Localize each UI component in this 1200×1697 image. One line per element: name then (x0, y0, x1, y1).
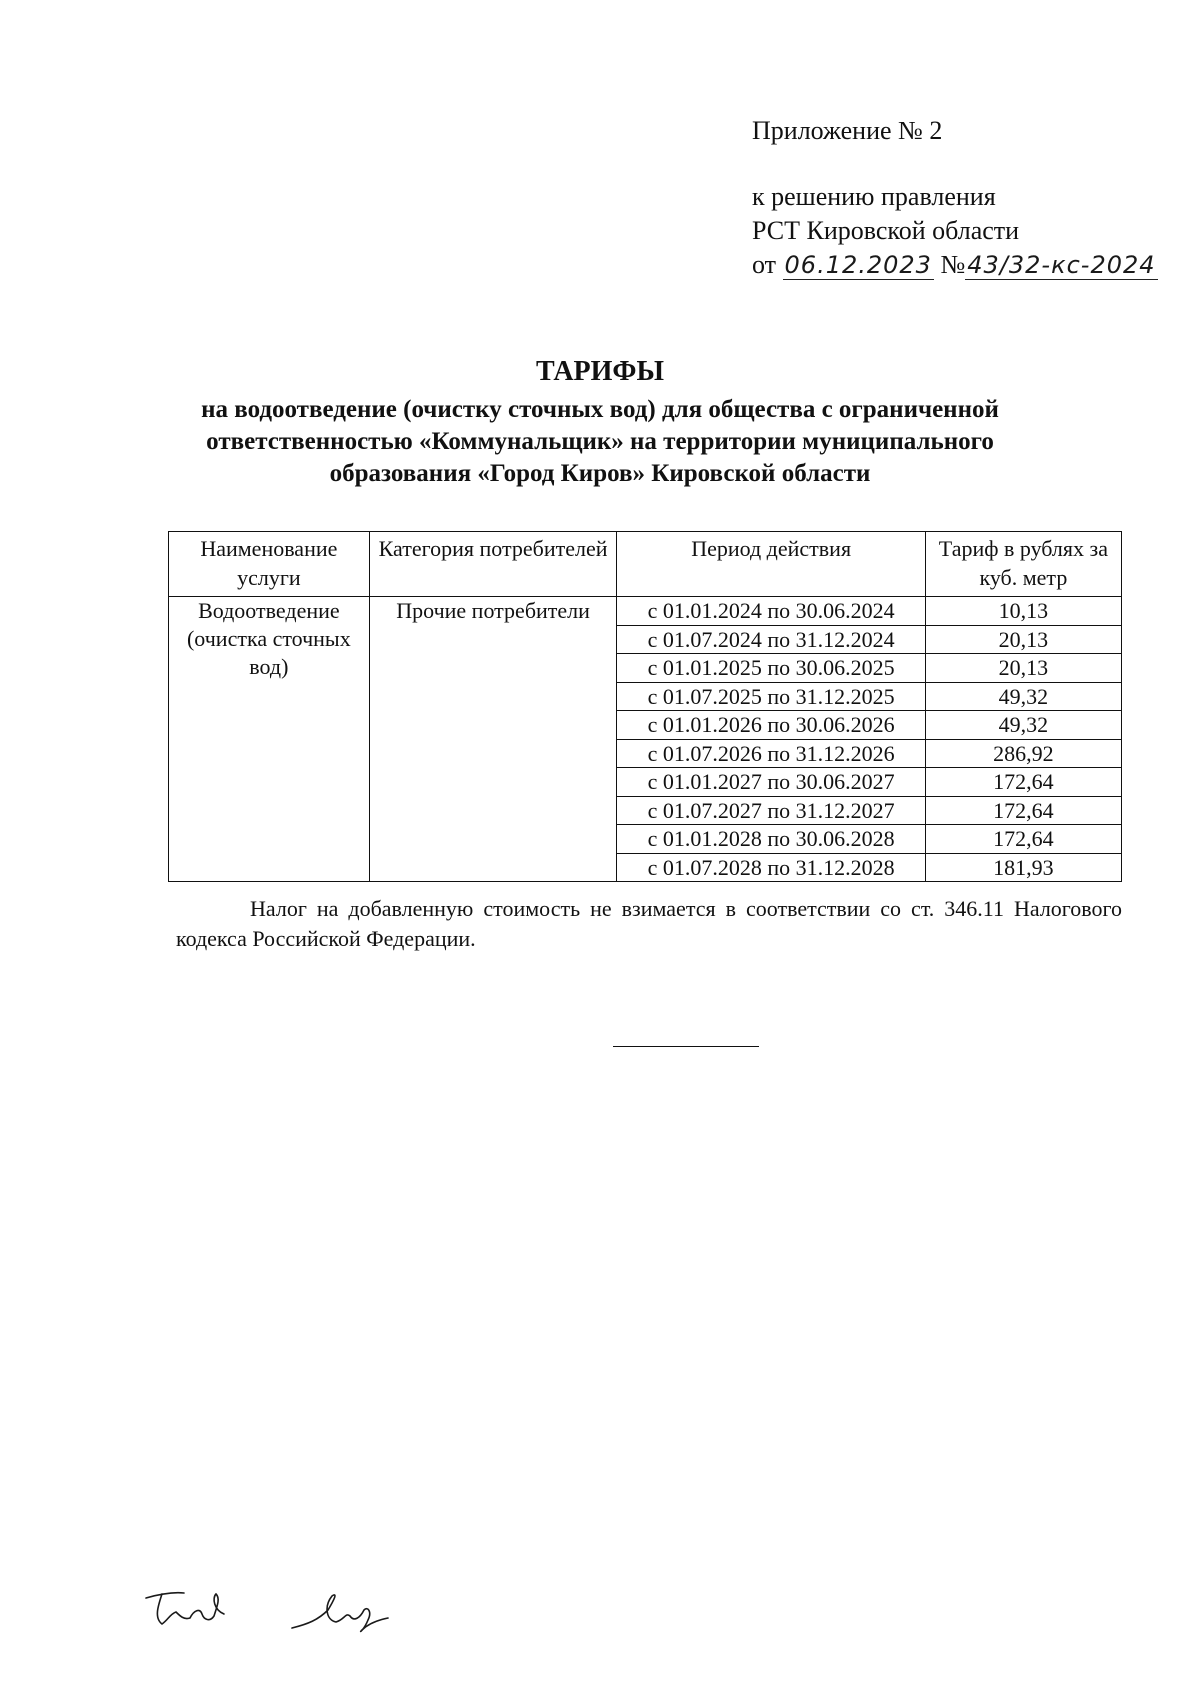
cell-tariff: 172,64 (925, 768, 1121, 797)
cell-period: с 01.01.2026 по 30.06.2026 (617, 711, 925, 740)
cell-period: с 01.01.2025 по 30.06.2025 (617, 654, 925, 683)
annex-title: Приложение № 2 (752, 116, 943, 145)
number-prefix: № (940, 250, 966, 279)
document-heading (0, 354, 1200, 490)
heading-line-2: ответственностью «Коммунальщик» на территории муниципального (206, 428, 994, 455)
cell-period: с 01.07.2026 по 31.12.2026 (617, 739, 925, 768)
cell-tariff: 20,13 (925, 654, 1121, 683)
annex-block (752, 114, 1158, 282)
vat-note: Налог на добавленную стоимость не взимается в соответствии со ст. 346.11 Налогового кодекса Российской Федерации. (176, 896, 1122, 951)
heading-line-3: образования «Город Киров» Кировской области (329, 460, 871, 487)
cell-tariff: 172,64 (925, 796, 1121, 825)
annex-line-decision: к решению правления (752, 182, 996, 211)
cell-period: с 01.07.2024 по 31.12.2024 (617, 625, 925, 654)
heading-subtitle (0, 394, 1200, 490)
header-category: Категория потребителей (369, 532, 617, 597)
cell-tariff: 49,32 (925, 682, 1121, 711)
cell-period: с 01.01.2027 по 30.06.2027 (617, 768, 925, 797)
cell-service: Водоотведение (очистка сточных вод) (169, 597, 370, 882)
cell-period: с 01.07.2027 по 31.12.2027 (617, 796, 925, 825)
cell-tariff: 20,13 (925, 625, 1121, 654)
annex-date-line (752, 248, 1158, 282)
cell-period: с 01.01.2028 по 30.06.2028 (617, 825, 925, 854)
heading-title: ТАРИФЫ (536, 356, 664, 387)
handwritten-date: 06.12.2023 (784, 251, 932, 279)
signature-right (288, 1580, 398, 1640)
header-period: Период действия (617, 532, 925, 597)
closing-rule (613, 1046, 759, 1047)
cell-tariff: 172,64 (925, 825, 1121, 854)
cell-tariff: 286,92 (925, 739, 1121, 768)
cell-tariff: 49,32 (925, 711, 1121, 740)
signature-left (140, 1580, 240, 1640)
date-prefix: от (752, 250, 777, 279)
cell-category: Прочие потребители (369, 597, 617, 882)
cell-period: с 01.07.2028 по 31.12.2028 (617, 853, 925, 882)
tariff-table-body (169, 597, 1122, 882)
tariff-table (168, 531, 1122, 882)
heading-line-1: на водоотведение (очистку сточных вод) для общества с ограниченной (201, 396, 999, 423)
table-header-row (169, 532, 1122, 597)
cell-period: с 01.01.2024 по 30.06.2024 (617, 597, 925, 626)
header-tariff: Тариф в рублях за куб. метр (925, 532, 1121, 597)
cell-tariff: 10,13 (925, 597, 1121, 626)
table-row (169, 597, 1122, 626)
cell-period: с 01.07.2025 по 31.12.2025 (617, 682, 925, 711)
handwritten-number: 43/32-кс-2024 (967, 251, 1156, 279)
header-service: Наименование услуги (169, 532, 370, 597)
cell-tariff: 181,93 (925, 853, 1121, 882)
annex-line-authority: РСТ Кировской области (752, 216, 1020, 245)
